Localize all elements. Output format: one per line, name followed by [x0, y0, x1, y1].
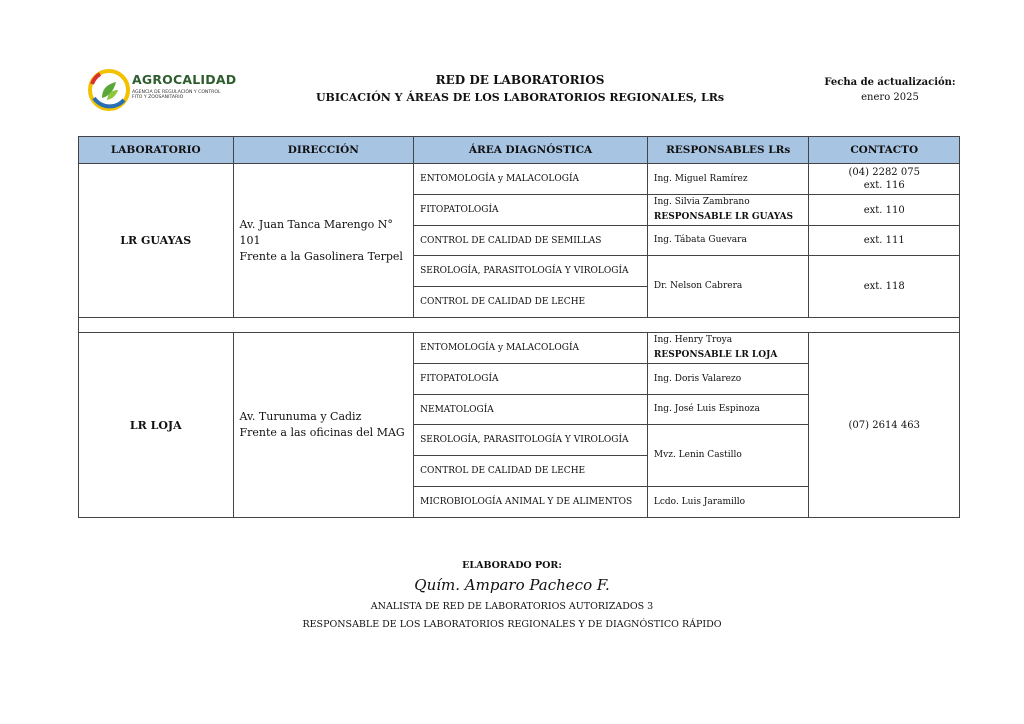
- area-cell: ENTOMOLOGÍA y MALACOLOGÍA: [414, 164, 648, 195]
- agrocalidad-emblem-icon: [88, 68, 130, 112]
- lab-name-guayas: LR GUAYAS: [79, 164, 234, 318]
- area-cell: ENTOMOLOGÍA y MALACOLOGÍA: [414, 333, 648, 364]
- contact-cell: (07) 2614 463: [809, 333, 960, 518]
- responsable-cell: Lcdo. Luis Jaramillo: [647, 487, 809, 518]
- responsable-name: Ing. Henry Troya: [653, 335, 733, 345]
- lab-address-guayas: [233, 164, 414, 318]
- page-title: RED DE LABORATORIOS: [435, 73, 605, 87]
- signature: Quím. Amparo Pacheco F.: [414, 576, 610, 594]
- responsable-cell: Dr. Nelson Cabrera: [647, 256, 809, 318]
- address-line: Av. Juan Tanca Marengo N° 101: [239, 217, 393, 247]
- update-date-value: enero 2025: [861, 92, 919, 103]
- table-row: [79, 164, 960, 195]
- area-cell: CONTROL DE CALIDAD DE LECHE: [414, 456, 648, 487]
- table-header-row: [79, 137, 960, 164]
- contact-ext: ext. 116: [863, 180, 905, 191]
- responsable-name: Ing. Silvia Zambrano: [653, 197, 750, 207]
- area-cell: NEMATOLOGÍA: [414, 395, 648, 425]
- responsable-cell: Ing. José Luis Espinoza: [647, 395, 809, 425]
- table-row: [79, 333, 960, 364]
- laboratories-table: [78, 136, 960, 518]
- spacer-cell: [79, 318, 960, 333]
- column-header-direccion: DIRECCIÓN: [233, 137, 414, 164]
- column-header-laboratorio: LABORATORIO: [79, 137, 234, 164]
- responsable-role: RESPONSABLE LR GUAYAS: [653, 212, 794, 222]
- area-cell: MICROBIOLOGÍA ANIMAL Y DE ALIMENTOS: [414, 487, 648, 518]
- responsable-cell: [647, 195, 809, 226]
- author-role-2: RESPONSABLE DE LOS LABORATORIOS REGIONALES Y DE DIAGNÓSTICO RÁPIDO: [302, 619, 722, 630]
- column-header-area: ÁREA DIAGNÓSTICA: [414, 137, 648, 164]
- responsable-cell: Mvz. Lenin Castillo: [647, 425, 809, 487]
- contact-cell: ext. 111: [809, 226, 960, 256]
- prepared-by-label: ELABORADO POR:: [462, 560, 562, 571]
- contact-cell: ext. 110: [809, 195, 960, 226]
- address-line: Frente a la Gasolinera Terpel: [239, 249, 403, 263]
- responsable-cell: Ing. Miguel Ramírez: [647, 164, 809, 195]
- contact-cell: ext. 118: [809, 256, 960, 318]
- column-header-contacto: CONTACTO: [809, 137, 960, 164]
- table-spacer-row: [79, 318, 960, 333]
- logo-wordmark: AGROCALIDAD: [132, 72, 237, 87]
- author-role-1: ANALISTA DE RED DE LABORATORIOS AUTORIZADOS 3: [370, 601, 654, 612]
- responsable-cell: Ing. Doris Valarezo: [647, 364, 809, 395]
- column-header-responsables: RESPONSABLES LRs: [647, 137, 809, 164]
- document-header: [0, 0, 1024, 130]
- area-cell: CONTROL DE CALIDAD DE LECHE: [414, 287, 648, 318]
- area-cell: CONTROL DE CALIDAD DE SEMILLAS: [414, 226, 648, 256]
- update-date-label: Fecha de actualización:: [824, 77, 956, 88]
- address-line: Av. Turunuma y Cadiz: [239, 410, 362, 423]
- contact-cell: [809, 164, 960, 195]
- responsable-cell: [647, 333, 809, 364]
- page-subtitle: UBICACIÓN Y ÁREAS DE LOS LABORATORIOS REGIONALES, LRs: [315, 91, 725, 104]
- responsable-role: RESPONSABLE LR LOJA: [653, 350, 778, 360]
- lab-address-loja: [233, 333, 414, 518]
- agrocalidad-logo: [88, 68, 237, 112]
- area-cell: FITOPATOLOGÍA: [414, 364, 648, 395]
- contact-phone: (04) 2282 075: [848, 167, 920, 178]
- area-cell: FITOPATOLOGÍA: [414, 195, 648, 226]
- responsable-cell: Ing. Tábata Guevara: [647, 226, 809, 256]
- lab-name-loja: LR LOJA: [79, 333, 234, 518]
- address-line: Frente a las oficinas del MAG: [239, 426, 405, 439]
- area-cell: SEROLOGÍA, PARASITOLOGÍA Y VIROLOGÍA: [414, 425, 648, 456]
- area-cell: SEROLOGÍA, PARASITOLOGÍA Y VIROLOGÍA: [414, 256, 648, 287]
- logo-subtitle: AGENCIA DE REGULACIÓN Y CONTROL FITO Y ZOOSANITARIO: [132, 90, 221, 101]
